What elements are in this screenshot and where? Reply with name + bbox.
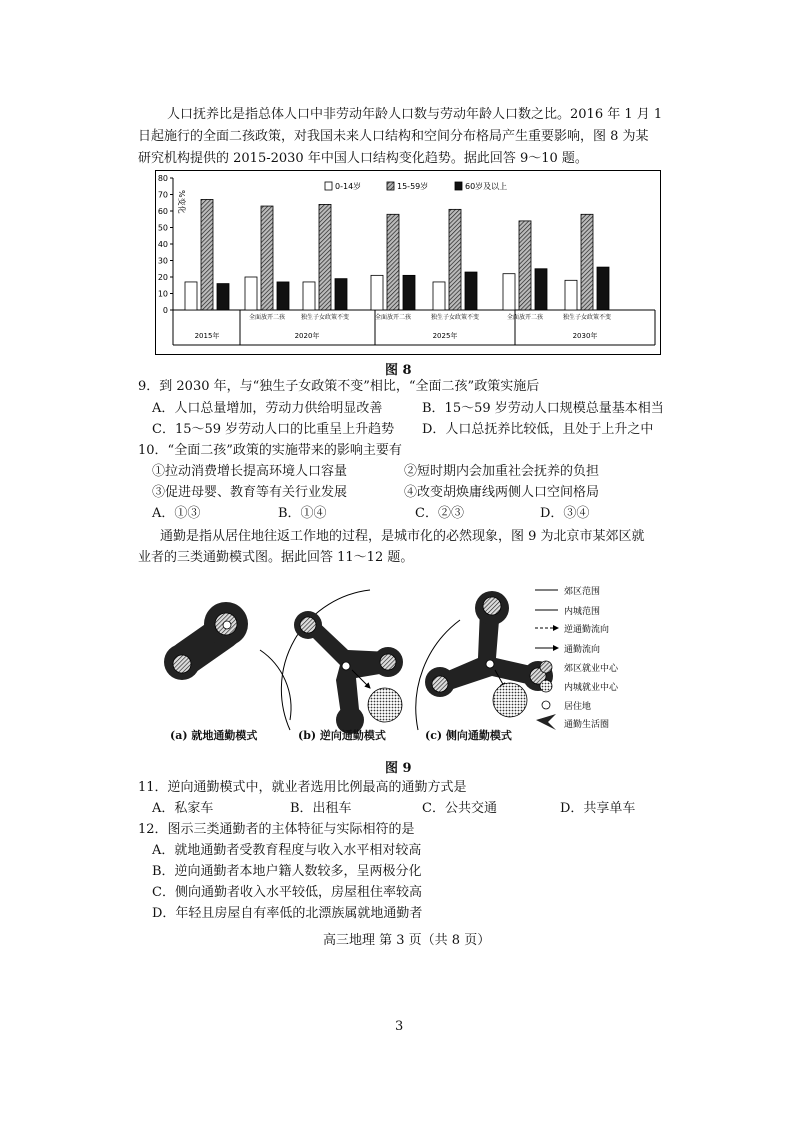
intro-line-1: 人口抚养比是指总体人口中非劳动年龄人口数与劳动年龄人口数之比。2016 年 1 月 1: [167, 107, 663, 122]
bar-60-plus: [465, 272, 477, 310]
population-chart-svg: [155, 170, 661, 355]
q11-option-a[interactable]: A．私家车: [152, 801, 214, 816]
legend-commute-circle: 通勤生活圈: [564, 720, 610, 730]
bar-15-59: [261, 206, 273, 310]
diagram-c: [416, 591, 553, 730]
diagram-a: [162, 602, 291, 720]
legend-suburb-range: 郊区范围: [564, 587, 601, 597]
q10-option-d[interactable]: D．③④: [540, 506, 590, 521]
diagram-b: [281, 590, 403, 734]
population-chart: [155, 170, 661, 355]
year-label: 2025年: [432, 332, 458, 340]
bar-15-59: [581, 214, 593, 310]
q9-option-b[interactable]: B．15～59 岁劳动人口规模总量基本相当: [422, 401, 664, 416]
y-tick-label: 0: [162, 306, 168, 315]
policy-label: 全面放开二孩: [506, 314, 544, 321]
y-axis-label: %变化: [177, 190, 186, 214]
y-tick-label: 40: [157, 240, 168, 249]
y-tick-label: 70: [157, 190, 168, 200]
legend-label: 0-14岁: [335, 182, 362, 191]
legend-label: 15-59岁: [397, 182, 429, 191]
intro-line-3: 研究机构提供的 2015-2030 年中国人口结构变化趋势。据此回答 9～10 题。: [138, 151, 588, 166]
q10-item-1: ①拉动消费增长提高环境人口容量: [152, 464, 348, 479]
year-label: 2015年: [194, 332, 220, 340]
q9-stem: 9．到 2030 年，与“独生子女政策不变”相比，“全面二孩”政策实施后: [138, 379, 540, 394]
figure-8-title: 图 8: [385, 363, 412, 378]
legend-suburb-job-center: 郊区就业中心: [564, 664, 619, 674]
bar-15-59: [519, 221, 531, 310]
legend-commute-flow: 通勤流向: [564, 645, 601, 655]
policy-label: 全面放开二孩: [248, 314, 286, 321]
caption-c: (c) 侧向通勤模式: [425, 729, 512, 742]
q9-option-d[interactable]: D．人口总抚养比较低，且处于上升之中: [422, 422, 654, 437]
legend-swatch: [387, 182, 394, 190]
caption-a: (a) 就地通勤模式: [170, 729, 258, 742]
y-tick-label: 80: [157, 174, 168, 183]
year-label: 2020年: [294, 332, 320, 340]
q10-item-2: ②短时期内会加重社会抚养的负担: [404, 464, 600, 479]
page-number: 3: [395, 1019, 404, 1034]
intro2-line-2: 业者的三类通勤模式图。据此回答 11～12 题。: [138, 550, 414, 565]
legend-inner-job-center: 内城就业中心: [564, 683, 619, 693]
bar-0-14: [565, 280, 577, 310]
policy-label: 独生子女政策不变: [300, 314, 350, 321]
bar-0-14: [303, 282, 315, 310]
legend-inner-city-range: 内城范围: [564, 607, 601, 617]
policy-label: 全面放开二孩: [374, 314, 412, 321]
intro2-line-1: 通勤是指从居住地往返工作地的过程，是城市化的必然现象，图 9 为北京市某郊区就: [160, 529, 645, 544]
year-label: 2030年: [572, 332, 598, 340]
commute-diagram: [160, 580, 670, 750]
q12-option-b[interactable]: B．逆向通勤者本地户籍人数较多，呈两极分化: [152, 864, 422, 879]
figure-9-title: 图 9: [385, 761, 412, 776]
legend-swatch: [455, 182, 462, 190]
bar-15-59: [387, 214, 399, 310]
q10-option-b[interactable]: B．①④: [278, 506, 327, 521]
y-tick-label: 60: [157, 207, 168, 216]
q9-option-c[interactable]: C．15～59 岁劳动人口的比重呈上升趋势: [152, 422, 395, 437]
intro-line-2: 日起施行的全面二孩政策，对我国未来人口结构和空间分布格局产生重要影响，图 8 为某: [138, 129, 649, 144]
diagram-legend: [535, 585, 619, 730]
q10-item-4: ④改变胡焕庸线两侧人口空间格局: [404, 485, 600, 500]
page-footer: 高三地理 第 3 页（共 8 页）: [323, 933, 491, 948]
bar-15-59: [201, 199, 213, 310]
bar-0-14: [433, 282, 445, 310]
bar-60-plus: [335, 279, 347, 310]
legend-residence: 居住地: [564, 702, 592, 712]
bar-15-59: [319, 204, 331, 310]
q10-option-c[interactable]: C．②③: [415, 506, 464, 521]
q11-option-c[interactable]: C．公共交通: [422, 801, 497, 816]
q11-option-d[interactable]: D．共享单车: [560, 801, 636, 816]
y-tick-label: 30: [157, 256, 168, 266]
q12-option-c[interactable]: C．侧向通勤者收入水平较低，房屋租住率较高: [152, 885, 422, 900]
bar-60-plus: [597, 267, 609, 310]
bar-60-plus: [403, 275, 415, 310]
legend-reverse-flow: 逆通勤流向: [564, 625, 610, 635]
q9-option-a[interactable]: A．人口总量增加，劳动力供给明显改善: [152, 401, 383, 416]
bar-60-plus: [535, 269, 547, 310]
policy-label: 独生子女政策不变: [430, 314, 480, 321]
q11-option-b[interactable]: B．出租车: [290, 801, 352, 816]
bar-0-14: [503, 274, 515, 310]
bar-15-59: [449, 209, 461, 310]
q12-option-d[interactable]: D．年轻且房屋自有率低的北漂族属就地通勤者: [152, 906, 423, 921]
legend-label: 60岁及以上: [465, 182, 508, 191]
q10-option-a[interactable]: A．①③: [152, 506, 201, 521]
q10-item-3: ③促进母婴、教育等有关行业发展: [152, 485, 348, 500]
bar-60-plus: [217, 284, 229, 310]
policy-label: 独生子女政策不变: [562, 314, 612, 321]
bar-0-14: [371, 275, 383, 310]
legend-swatch: [325, 182, 332, 190]
caption-b: (b) 逆向通勤模式: [298, 729, 386, 742]
q11-stem: 11．逆向通勤模式中，就业者选用比例最高的通勤方式是: [138, 780, 467, 795]
q10-stem: 10．“全面二孩”政策的实施带来的影响主要有: [138, 443, 402, 458]
q12-option-a[interactable]: A．就地通勤者受教育程度与收入水平相对较高: [152, 843, 422, 858]
q12-stem: 12．图示三类通勤者的主体特征与实际相符的是: [138, 822, 415, 837]
y-tick-label: 20: [157, 273, 168, 282]
y-tick-label: 10: [157, 289, 168, 299]
bar-60-plus: [277, 282, 289, 310]
bar-0-14: [245, 277, 257, 310]
y-tick-label: 50: [157, 223, 168, 233]
bar-0-14: [185, 282, 197, 310]
